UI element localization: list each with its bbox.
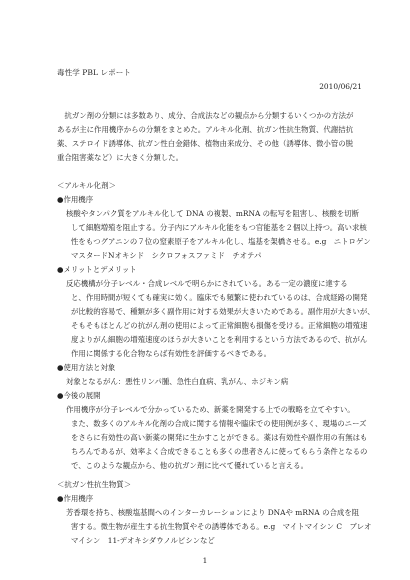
report-date: 2010/06/21 bbox=[319, 82, 362, 91]
usage-line: 対象となるがん：悪性リンパ腫、急性白血病、乳がん、ホジキン病 bbox=[66, 377, 289, 386]
merit-line: 反応機構が分子レベル・合成レベルで明らかにされている。ある一定の濃度に達する bbox=[66, 279, 348, 288]
merit-line: そもそもほとんどの抗がん剤の使用によって正常細胞も損傷を受ける。正常細胞の増殖速 bbox=[71, 321, 368, 330]
intro-line: 抗ガン剤の分類には多数あり、成分、合成法などの観点から分類するいくつかの方法が bbox=[57, 111, 354, 120]
merit-line: が比較的容易で、種類が多く副作用に対する効果が大きいためである。副作用が大きいが、 bbox=[71, 307, 375, 316]
merit-line: と、作用時間が短くても確実に効く。臨床でも頻繁に使われているのは、合成経路の開発 bbox=[71, 293, 368, 302]
page-number: 1 bbox=[202, 556, 208, 565]
mechanism-heading: ●作用機序 bbox=[57, 195, 94, 204]
outlook-heading: ●今後の展開 bbox=[57, 391, 101, 400]
outlook-line: をさらに有効性の高い新薬の開発に生かすことができる。薬は有効性や副作用の有無はも bbox=[71, 433, 368, 442]
usage-heading: ●使用方法と対象 bbox=[57, 363, 116, 372]
mechanism-heading: ●作用機序 bbox=[57, 494, 94, 503]
outlook-line: また、数多くのアルキル化剤の合成に関する情報や臨床での使用例が多く、現場のニーズ bbox=[71, 419, 367, 428]
outlook-line: で、このような観点から、他の抗ガン剤に比べて優れていると言える。 bbox=[71, 461, 308, 470]
mechanism-line: 性をもつグアニンの７位の窒素原子をアルキル化し、塩基を架橋させる。e.g ニトロゲン bbox=[71, 237, 371, 246]
intro-line: 重合阻害薬など）に大きく分類した。 bbox=[57, 153, 183, 162]
merit-line: 作用に関係する化合物ならば有効性を評価するべきである。 bbox=[71, 349, 272, 358]
section-heading-alkylating: ＜アルキル化剤＞ bbox=[57, 181, 116, 190]
mechanism-line: 害する。微生物が産生する抗生物質やその誘導体である。e.g マイトマイシン C ブレオ bbox=[71, 522, 372, 531]
intro-line: 薬、ステロイド誘導体、抗ガン性白金錯体、植物由来成分、その他（誘導体、微小管の脱 bbox=[57, 139, 354, 148]
mechanism-line: して細胞増殖を阻止する。分子内にアルキル化能をもつ官能基を２個以上持つ。高い求核 bbox=[71, 223, 367, 232]
mechanism-line: マイシン 11-デオキシダウノルビシンなど bbox=[71, 536, 215, 545]
section-heading-antibiotics: ＜抗ガン性抗生物質＞ bbox=[57, 480, 132, 489]
mechanism-line: 核酸やタンパク質をアルキル化して DNA の複製、mRNA の転写を阻害し、核酸を切断 bbox=[66, 209, 360, 218]
outlook-line: 作用機序が分子レベルで分かっているため、新薬を開発する上での戦略を立てやすい。 bbox=[66, 405, 355, 414]
mechanism-line: マスタードNオキシド シクロフォスファミド チオテパ bbox=[71, 251, 262, 260]
mechanism-line: 芳香環を持ち、核酸塩基間へのインターカレーションにより DNAや mRNA の合成を阻 bbox=[66, 508, 360, 517]
merit-heading: ●メリットとデメリット bbox=[57, 265, 137, 274]
intro-line: あるが主に作用機序からの分類をまとめた。アルキル化剤、抗ガン性抗生物質、代謝拮抗 bbox=[57, 125, 354, 134]
outlook-line: ちろんであるが、効率よく合成できることも多くの患者さんに使ってもらう条件となるの bbox=[71, 447, 368, 456]
report-title: 毒性学 PBL レポート bbox=[57, 68, 131, 77]
merit-line: 度よりがん細胞の増殖速度のほうが大きいことを利用するという方法であるので、抗がん bbox=[71, 335, 368, 344]
